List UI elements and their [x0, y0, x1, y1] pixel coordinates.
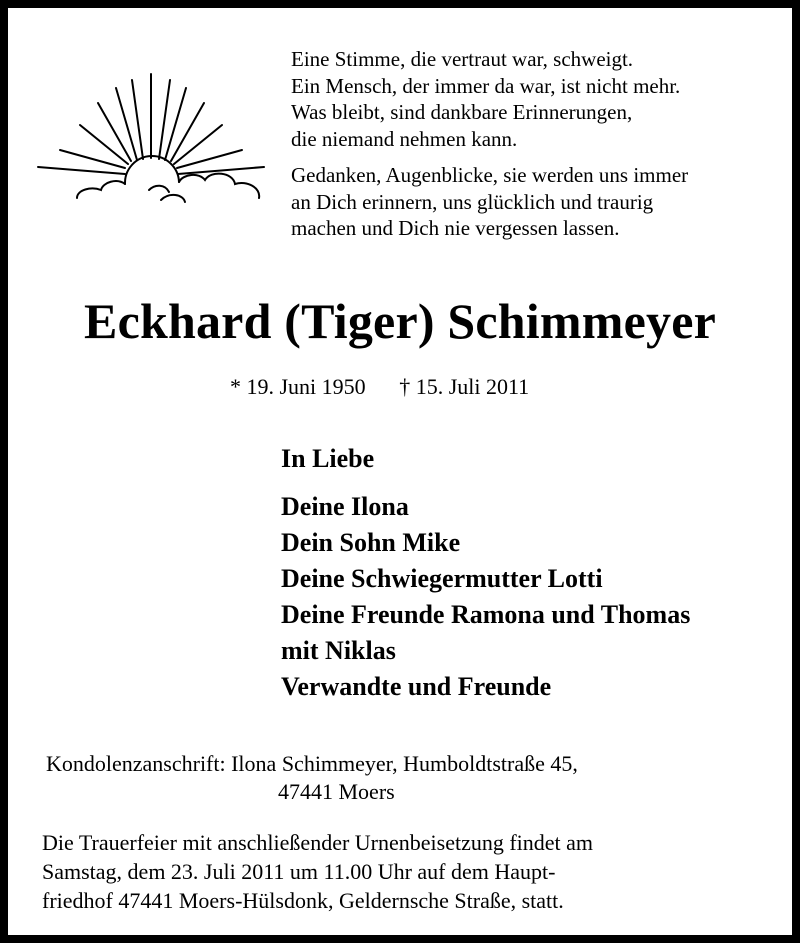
mourner-name: Deine Ilona	[281, 492, 409, 521]
mourners-intro: In Liebe	[281, 444, 375, 473]
rising-sun-over-clouds-icon	[33, 70, 278, 205]
poem-line: an Dich erinnern, uns glücklich und traurig	[291, 189, 654, 214]
poem-stanza-2	[291, 162, 781, 242]
mourners-block	[281, 441, 690, 705]
condolence-line-2: 47441 Moers	[278, 779, 395, 804]
funeral-ceremony-info	[42, 828, 593, 915]
ceremony-line: Samstag, dem 23. Juli 2011 um 11.00 Uhr auf dem Haupt-	[42, 859, 556, 884]
mourner-name: Deine Freunde Ramona und Thomas	[281, 600, 691, 629]
poem-line: Was bleibt, sind dankbare Erinnerungen,	[291, 100, 633, 124]
poem-line: machen und Dich nie vergessen lassen.	[291, 216, 620, 240]
poem-stanza-1	[291, 46, 781, 152]
poem-line: Ein Mensch, der immer da war, ist nicht mehr.	[291, 73, 681, 98]
poem-line: Gedanken, Augenblicke, sie werden uns immer	[291, 163, 689, 187]
life-dates	[230, 374, 529, 400]
ceremony-line: friedhof 47441 Moers-Hülsdonk, Geldernsche Straße, statt.	[42, 888, 564, 913]
condolence-line-1: Kondolenzanschrift: Ilona Schimmeyer, Humboldtstraße 45,	[46, 751, 578, 776]
mourner-name: Deine Schwiegermutter Lotti	[281, 564, 603, 593]
poem-line: die niemand nehmen kann.	[291, 126, 518, 151]
ceremony-line: Die Trauerfeier mit anschließender Urnenbeisetzung findet am	[42, 830, 594, 855]
poem-line: Eine Stimme, die vertraut war, schweigt.	[291, 47, 634, 71]
mourner-name: mit Niklas	[281, 636, 396, 665]
mourner-name: Dein Sohn Mike	[281, 528, 461, 557]
death-date: † 15. Juli 2011	[399, 374, 530, 399]
condolence-address	[46, 750, 578, 806]
mourner-name: Verwandte und Freunde	[281, 672, 552, 701]
deceased-name: Eckhard (Tiger) Schimmeyer	[84, 293, 716, 349]
birth-date: * 19. Juni 1950	[230, 374, 366, 399]
memorial-poem	[291, 46, 781, 252]
